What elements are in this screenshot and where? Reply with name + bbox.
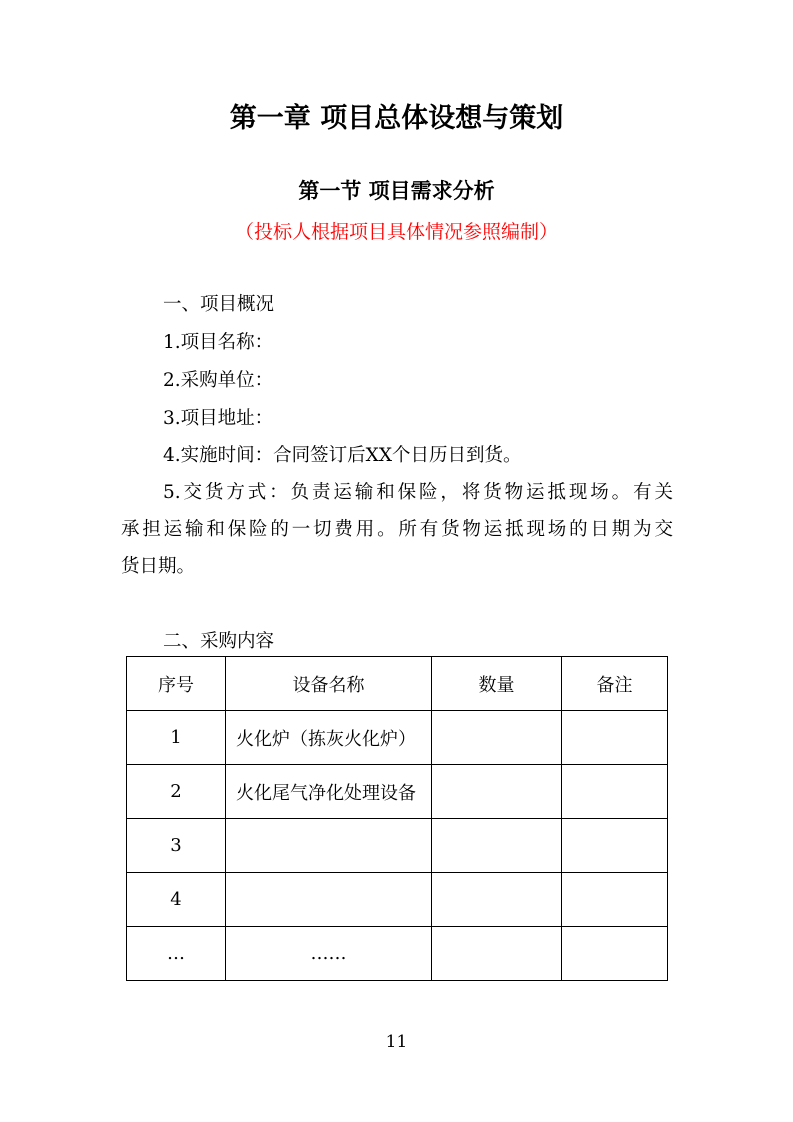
header-index: 序号 <box>127 657 226 711</box>
cell-index: 3 <box>127 819 226 873</box>
cell-index: 4 <box>127 873 226 927</box>
cell-equipment-name: 火化炉（拣灰火化炉） <box>226 711 432 765</box>
cell-equipment-name: 火化尾气净化处理设备 <box>226 765 432 819</box>
table-row <box>127 819 668 873</box>
cell-quantity <box>432 927 562 981</box>
section-title: 第一节 项目需求分析 <box>298 179 495 203</box>
cell-quantity <box>432 873 562 927</box>
section-note: （投标人根据项目具体情况参照编制） <box>234 221 558 243</box>
cell-quantity <box>432 819 562 873</box>
table-header-row <box>127 657 668 711</box>
cell-remarks <box>562 819 668 873</box>
delivery-item-line-1: 5.交货方式：负责运输和保险，将货物运抵现场。有关 <box>163 482 673 503</box>
cell-index: … <box>127 927 226 981</box>
schedule-item: 4.实施时间：合同签订后XX个日历日到货。 <box>163 445 522 466</box>
table-row <box>127 873 668 927</box>
table-row <box>127 927 668 981</box>
cell-remarks <box>562 927 668 981</box>
header-equipment-name: 设备名称 <box>226 657 432 711</box>
delivery-item-line-2: 承担运输和保险的一切费用。所有货物运抵现场的日期为交 <box>121 519 673 540</box>
header-remarks: 备注 <box>562 657 668 711</box>
cell-equipment-name <box>226 819 432 873</box>
page-number: 11 <box>385 1032 408 1052</box>
delivery-item-line-3: 货日期。 <box>121 556 196 577</box>
cell-equipment-name: …… <box>226 927 432 981</box>
project-name-item: 1.项目名称： <box>163 332 274 353</box>
project-address-item: 3.项目地址： <box>163 408 274 429</box>
cell-equipment-name <box>226 873 432 927</box>
cell-remarks <box>562 873 668 927</box>
part2-heading: 二、采购内容 <box>163 631 275 652</box>
cell-remarks <box>562 765 668 819</box>
part1-heading: 一、项目概况 <box>163 294 275 315</box>
cell-index: 2 <box>127 765 226 819</box>
cell-index: 1 <box>127 711 226 765</box>
cell-quantity <box>432 711 562 765</box>
purchaser-item: 2.采购单位： <box>163 370 274 391</box>
header-quantity: 数量 <box>432 657 562 711</box>
table-row <box>127 711 668 765</box>
cell-quantity <box>432 765 562 819</box>
procurement-table <box>126 656 668 981</box>
chapter-title: 第一章 项目总体设想与策划 <box>229 103 564 134</box>
cell-remarks <box>562 711 668 765</box>
table-row <box>127 765 668 819</box>
